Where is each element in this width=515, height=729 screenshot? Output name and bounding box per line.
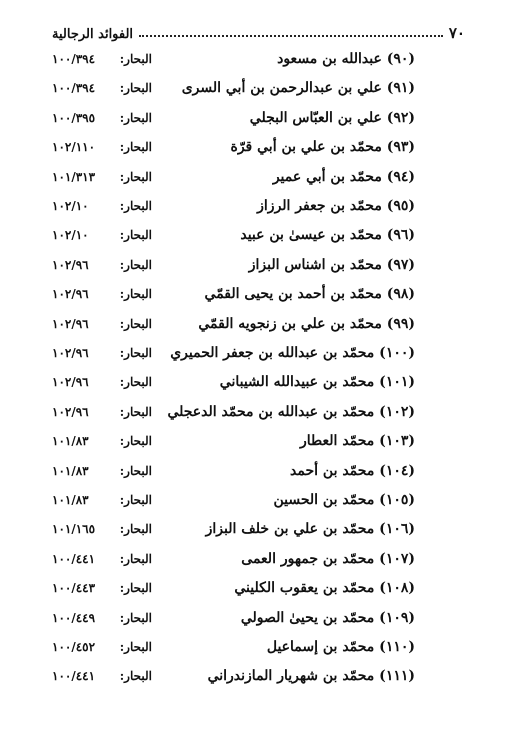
reference-value: ١٠٠/٤٤١: [52, 551, 96, 566]
entry-name: (١٠١) محمّد بن عبيدالله الشيباني: [219, 374, 415, 391]
entry-name: (١٠٧) محمّد بن جمهور العمى: [241, 550, 415, 567]
reference-label: البحار:: [119, 110, 152, 125]
reference-value: ١٠٠/٤٤٩: [52, 610, 96, 625]
reference-label: البحار:: [119, 522, 152, 537]
reference-label: البحار:: [119, 257, 152, 272]
reference-value: ١٠٢/٩٦: [52, 287, 89, 302]
reference-value: ١٠٢/٩٦: [52, 346, 89, 360]
entry-name: (١١١) محمّد بن شهريار المازندراني: [207, 668, 415, 685]
entry-name: (٩١) علي بن عبدالرحمن بن أبي السرى: [181, 80, 415, 97]
reference-value: ١٠١/٨٣: [52, 463, 89, 478]
list-item: [0, 76, 515, 105]
entry-name: (١٠٥) محمّد بن الحسين: [273, 492, 415, 508]
reference-label: البحار:: [119, 375, 152, 390]
list-item: [0, 135, 515, 164]
reference-value: ١٠٢/٩٦: [52, 375, 89, 390]
page-number: ٧٠: [448, 24, 465, 42]
entry-name: (٩٨) محمّد بن أحمد بن يحيى القمّي: [204, 286, 415, 303]
reference-label: البحار:: [119, 316, 152, 331]
entry-name: (٩٧) محمّد بن اشناس البزاز: [248, 256, 415, 273]
reference-value: ١٠٠/٣٩٥: [52, 110, 96, 125]
reference-label: البحار:: [119, 169, 152, 184]
reference-label: البحار:: [119, 287, 152, 302]
entry-name: (٩٣) محمّد بن علي بن أبي قرّة: [230, 139, 415, 156]
reference-value: ١٠٠/٤٤١: [52, 669, 96, 684]
reference-value: ١٠٠/٣٩٤: [52, 81, 96, 96]
entry-name: (٩٦) محمّد بن عيسىٰ بن عبيد: [240, 227, 415, 244]
entry-name: (٩٤) محمّد بن أبي عمير: [272, 168, 415, 185]
reference-label: البحار:: [119, 434, 152, 449]
list-item: [0, 47, 515, 76]
running-title: الفوائد الرجالية: [52, 27, 134, 42]
reference-label: البحار:: [119, 610, 152, 625]
entry-name: (١٠٤) محمّد بن أحمد: [290, 462, 415, 479]
reference-label: البحار:: [119, 140, 152, 155]
list-item: [0, 165, 515, 194]
entry-name: (١٠٩) محمّد بن يحيىٰ الصولي: [240, 609, 415, 626]
list-item: [0, 459, 515, 488]
entry-name: (٩٩) محمّد بن علي بن زنجويه القمّي: [198, 315, 415, 332]
list-item: [0, 312, 515, 341]
entry-name: (١٠٣) محمّد العطار: [300, 433, 415, 450]
entry-name: (١٠٨) محمّد بن يعقوب الكليني: [234, 580, 415, 597]
reference-value: ١٠٢/١١٠: [52, 140, 96, 155]
page-header: [52, 20, 465, 42]
entry-name: (٩٢) علي بن العبّاس البجلي: [249, 109, 415, 126]
list-item: [0, 606, 515, 635]
list-item: [0, 194, 515, 223]
list-item: [0, 341, 515, 370]
entry-name: (١١٠) محمّد بن إسماعيل: [266, 639, 415, 655]
reference-label: البحار:: [119, 52, 152, 66]
list-item: [0, 253, 515, 282]
reference-value: ١٠١/٣١٣: [52, 169, 96, 184]
reference-value: ١٠١/٨٣: [52, 493, 89, 507]
list-item: [0, 282, 515, 311]
entry-name: (٩٥) محمّد بن جعفر الرزاز: [257, 198, 415, 214]
list-item: [0, 576, 515, 605]
reference-label: البحار:: [119, 640, 152, 654]
reference-value: ١٠٢/١٠: [52, 228, 89, 243]
reference-label: البحار:: [119, 581, 152, 596]
reference-value: ١٠١/٨٣: [52, 434, 89, 449]
entry-name: (١٠٦) محمّد بن علي بن خلف البزاز: [205, 521, 415, 538]
reference-value: ١٠٢/٩٦: [52, 404, 89, 419]
entry-name: (١٠٢) محمّد بن عبدالله بن محمّد الدعجلي: [167, 403, 415, 420]
list-item: [0, 664, 515, 693]
list-item: [0, 488, 515, 517]
list-item: [0, 370, 515, 399]
reference-value: ١٠٢/٩٦: [52, 257, 89, 272]
reference-label: البحار:: [119, 228, 152, 243]
list-item: [0, 223, 515, 252]
reference-label: البحار:: [119, 463, 152, 478]
reference-label: البحار:: [119, 81, 152, 96]
reference-label: البحار:: [119, 551, 152, 566]
list-item: [0, 517, 515, 546]
reference-label: البحار:: [119, 199, 152, 213]
reference-value: ١٠٠/٣٩٤: [52, 52, 96, 66]
reference-label: البحار:: [119, 346, 152, 360]
list-item: [0, 429, 515, 458]
reference-value: ١٠٢/١٠: [52, 199, 89, 213]
list-item: [0, 400, 515, 429]
list-item: [0, 547, 515, 576]
reference-label: البحار:: [119, 493, 152, 507]
entry-name: (١٠٠) محمّد بن عبدالله بن جعفر الحميري: [170, 345, 415, 361]
header-leader-dots: [139, 34, 443, 37]
reference-value: ١٠٠/٤٤٣: [52, 581, 96, 596]
entry-name: (٩٠) عبدالله بن مسعود: [277, 51, 415, 67]
reference-label: البحار:: [119, 404, 152, 419]
reference-value: ١٠١/١٦٥: [52, 522, 96, 537]
reference-value: ١٠٠/٤٥٢: [52, 640, 96, 654]
reference-value: ١٠٢/٩٦: [52, 316, 89, 331]
list-item: [0, 635, 515, 664]
list-item: [0, 106, 515, 135]
reference-label: البحار:: [119, 669, 152, 684]
